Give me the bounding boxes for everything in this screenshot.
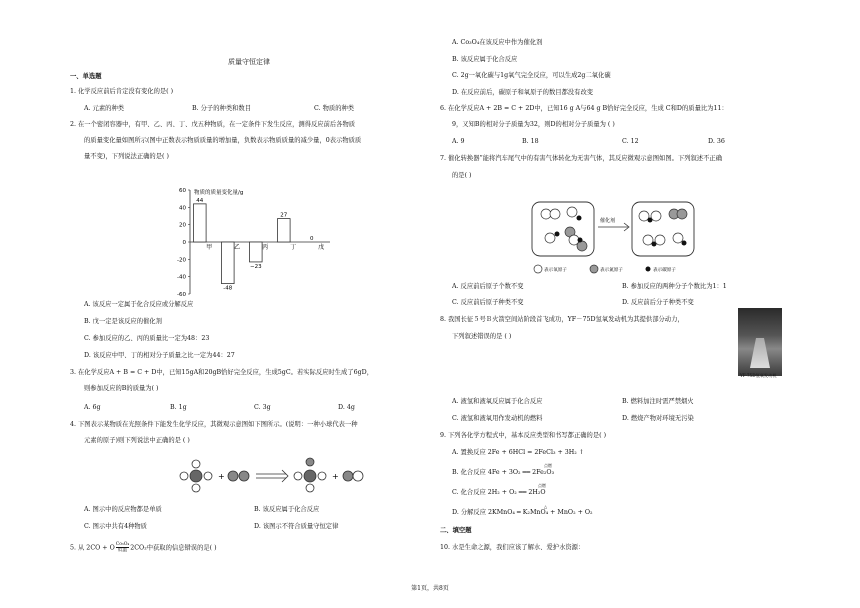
- question-5-stem: [70, 542, 217, 554]
- category-label: 丁: [290, 244, 297, 251]
- bar-value-label: 0: [310, 236, 314, 242]
- q5-equation-start: 5. 从 2CO + O: [70, 544, 115, 552]
- question-3-line-1: 3. 在化学反应A + B = C + D中，已知15gA和20gB恰好完全反应，生成5gC。若实际反应时生成了6gD，: [70, 369, 373, 376]
- question-3-line-2: 则参加反应的B的质量为( ): [84, 385, 159, 392]
- q4-option-b: B. 该反应属于化合反应: [254, 506, 320, 513]
- rocket-engine-image: [738, 308, 782, 376]
- chart-title: 物质的质量变化量/g: [194, 190, 244, 196]
- question-4-line-2: 元素的原子)则下列说法中正确的是 ( ): [84, 437, 190, 444]
- q8-option-a: A. 液氢和液氧反应属于化合反应: [452, 398, 543, 405]
- q9d-condition: △: [544, 504, 548, 509]
- q9-option-c: C. 化合反应 2H₂ + O₂ ══ 2H₂O: [452, 489, 546, 496]
- reactant-molecule-1: [180, 460, 212, 492]
- question-8-line-1: 8. 我国长征５号Ｂ火箭空间站阶段首飞成功，YF－75D氢氧发动机为其提供部分动力，: [440, 316, 684, 323]
- reactant-molecule-2: [228, 471, 249, 481]
- q7-option-d: D. 反应前后分子种类不变: [622, 299, 694, 306]
- y-tick-label: 40: [179, 205, 186, 212]
- reaction-arrow: [256, 470, 288, 482]
- q7-option-a: A. 反应前后原子个数不变: [452, 283, 524, 290]
- bar-甲: [194, 204, 207, 242]
- page-footer: 第1页，共8页: [411, 585, 449, 592]
- q9-option-b: B. 化合反应 4Fe + 3O₂ ══ 2Fe₂O₃: [452, 469, 555, 476]
- q2-option-b: B. 戊一定是该反应的催化剂: [84, 318, 162, 325]
- q2-option-d: D. 该反应中甲、丁的相对分子质量之比一定为44：27: [84, 352, 235, 359]
- y-tick-label: -20: [177, 257, 186, 264]
- question-1-stem: 1. 化学反应前后肯定没有变化的是( ): [70, 88, 174, 95]
- bar-value-label: −23: [249, 263, 262, 270]
- y-tick-label: -60: [177, 292, 186, 298]
- bar-value-label: 44: [196, 197, 204, 204]
- legend-nitrogen: 表示氮原子: [600, 268, 623, 273]
- q8-option-b: B. 燃料加注时需严禁烟火: [622, 398, 694, 405]
- category-label: 丙: [262, 244, 269, 251]
- catalyst-label: 催化剂: [600, 218, 616, 224]
- question-7-line-1: 7. 催化转换器”能将汽车尾气中的有害气体转化为无害气体，其反应微观示意图如图。下列叙述不正确: [440, 155, 722, 162]
- bar-丙: [250, 242, 263, 262]
- q5-equation-end: 2CO₂中获取的信息错误的是( ): [130, 544, 217, 552]
- question-6-line-2: 9，又知B的相对分子质量为32，则D的相对分子质量为 ( ): [452, 121, 615, 128]
- q5-option-c: C. 2g一氧化碳与1g氧气完全反应，可以生成2g二氧化碳: [452, 72, 611, 79]
- q2-option-a: A. 该反应一定属于化合反应或分解反应: [84, 301, 194, 308]
- product-molecule: [294, 458, 326, 492]
- q6-option-a: A. 9: [452, 138, 465, 145]
- question-10-stem: 10. 水是生命之源，我们应该了解水、爱护水资源：: [440, 544, 585, 551]
- q1-option-c: C. 物质的种类: [314, 105, 355, 112]
- q7-option-c: C. 反应前后原子种类不变: [452, 299, 524, 306]
- q5-option-d: D. 在反应前后，碳原子和氧原子的数目都没有改变: [452, 89, 594, 96]
- category-label: 乙: [234, 244, 241, 251]
- category-label: 甲: [206, 244, 213, 251]
- q4-option-a: A. 图示中的反应物都是单质: [84, 506, 162, 513]
- category-label: 戊: [318, 244, 325, 251]
- q9-option-d: D. 分解反应 2KMnO₄ ═ K₂MnO₄ + MnO₂ + O₂: [452, 509, 593, 516]
- q9-option-a: A. 置换反应 2Fe + 6HCl = 2FeCl₃ + 3H₂ ↑: [452, 449, 585, 456]
- q3-option-c: C. 3g: [254, 404, 271, 411]
- question-2-line-2: 的质量变化量如图所示(图中正数表示物质质量的增加量，负数表示物质质量的减少量，0表示物质质: [84, 137, 362, 144]
- y-tick-label: 0: [182, 240, 186, 246]
- bar-value-label: 27: [280, 212, 288, 219]
- section-heading: 一、单选题: [70, 73, 102, 80]
- bar-丁: [278, 219, 291, 242]
- q3-option-a: A. 6g: [84, 404, 101, 411]
- q4-option-d: D. 该图示不符合质量守恒定律: [254, 523, 339, 530]
- q4-molecule-diagram: [168, 452, 368, 500]
- q6-option-d: D. 36: [708, 138, 725, 145]
- q5-option-a: A. Co₃O₄在该反应中作为催化剂: [452, 39, 543, 46]
- question-2-line-1: 2. 在一个密闭容器中，有甲、乙、丙、丁、戊五种物质，在一定条件下发生反应，测得反应前后各物质: [70, 121, 356, 128]
- question-2-line-3: 量不变)，下列说法正确的是( ): [84, 153, 169, 160]
- q4-option-c: C. 图示中共有4种物质: [84, 523, 147, 530]
- question-8-line-2: 下列叙述错误的是 ( ): [452, 333, 512, 340]
- q6-option-c: C. 12: [622, 138, 639, 145]
- q3-option-b: B. 1g: [170, 404, 187, 411]
- q9b-condition: 点燃: [544, 463, 552, 468]
- q1-option-a: A. 元素的种类: [84, 105, 125, 112]
- q5-condition-bottom: 低温: [116, 547, 129, 553]
- q8-option-d: D. 燃烧产物对环境无污染: [622, 415, 694, 422]
- question-7-line-2: 的是( ): [452, 172, 472, 179]
- bar-value-label: -48: [223, 285, 233, 292]
- q7-catalytic-diagram: [530, 198, 700, 278]
- question-4-line-1: 4. 下图表示某物质在光照条件下能发生化学反应，其微观示意图如下图所示。(说明：一种小球代表一种: [70, 421, 358, 428]
- q8-option-c: C. 液氢和液氧用作发动机的燃料: [452, 415, 543, 422]
- y-tick-label: -40: [177, 274, 186, 281]
- q6-option-b: B. 18: [522, 138, 539, 145]
- y-tick-label: 20: [179, 222, 186, 229]
- product-molecule-2: [343, 471, 363, 481]
- legend-carbon: 表示碳原子: [653, 268, 676, 273]
- q3-option-d: D. 4g: [338, 404, 355, 411]
- engine-caption: YF-75D氢氧发动机: [740, 373, 777, 378]
- doc-title: 质量守恒定律: [228, 58, 270, 66]
- q7-option-b: B. 参加反应的两种分子个数比为1：1: [622, 283, 727, 290]
- section-heading-2: 二、填空题: [440, 527, 472, 534]
- q2-option-c: C. 参加反应的乙、丙的质量比一定为48：23: [84, 335, 210, 342]
- q5-condition-top: Co₃O₄: [115, 542, 130, 547]
- y-tick-label: 60: [179, 188, 186, 194]
- svg-text:+: +: [218, 472, 225, 481]
- q9c-condition: 点燃: [538, 483, 546, 488]
- question-9-stem: 9. 下列各化学方程式中，基本反应类型和书写都正确的是( ): [440, 432, 607, 439]
- mass-change-chart: [168, 182, 348, 300]
- q1-option-b: B. 分子的种类和数目: [192, 105, 252, 112]
- question-6-line-1: 6. 在化学反应A + 2B = C + 2D中，已知16 g A与64 g B恰好完全反应，生成 C和D的质量比为11：: [440, 105, 728, 112]
- svg-text:+: +: [332, 472, 339, 481]
- legend-oxygen: 表示氧原子: [544, 268, 567, 273]
- bar-乙: [222, 242, 235, 284]
- q5-option-b: B. 该反应属于化合反应: [452, 56, 518, 63]
